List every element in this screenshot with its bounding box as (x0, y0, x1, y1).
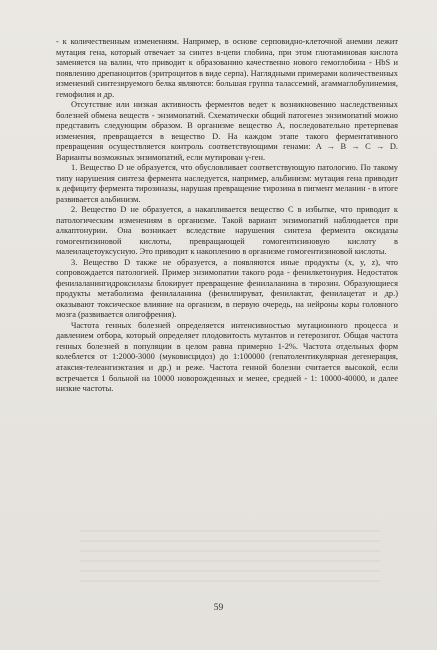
paragraph-variant-3-phenylketonuria: 3. Вещество D также не образуется, а появляются иные продукты (x, y, z), что сопровождается патологией. Пример энзимопатии такого рода - фенилкетонурия. Недостаток фенилаланингидроксилазы блокирует превращение фенилаланина в тирозин. Образующиеся продукты метаболизма фенилаланина (фенилпируват, фенилактат, фенилацетат и др.) оказывают токсическое влияние на организм, в первую очередь, на нейроны коры головного мозга (развивается олигофрения). (56, 257, 398, 320)
paragraph-variant-1-albinism: 1. Вещество D не образуется, что обусловливает соответствующую патологию. По такому типу нарушения синтеза фермента наследуется, например, альбинизм: мутация гена приводит к дефициту фермента тирозиназы, нарушая превращение тирозина в пигмент меланин - в итоге развивается альбинизм. (56, 163, 398, 204)
paragraph-hemoglobin-continuation: - к количественным изменениям. Например, в основе серповидно-клеточной анемии лежит мутация гена, который отвечает за синтез в-цепи глобина, при этом глютаминовая кислота заменяется на валин, что приводит к образованию качественно нового гемоглобина - HbS и появлению дрепаноцитов (эритроцитов в виде серпа). Наглядными примерами количественных изменений синтезируемого белка являются: большая группа талассемий, агаммаглобулинемия, гемофилия и др. (56, 37, 398, 99)
body-text (56, 37, 398, 395)
page-number: 59 (213, 603, 224, 613)
bleed-through-shadow (80, 530, 380, 590)
paragraph-variant-2-alkaptonuria: 2. Вещество D не образуется, а накапливается вещество С в избытке, что приводит к патологическим изменениям в организме. Такой вариант энзимопатий наблюдается при алкаптонурии. Она возникает вследствие нарушения синтеза фермента оксидазы гомогентизиновой кислоты, превращающей гомогентизиновую кислоту в малеилацетоуксусную. Это приводит к накоплению в организме гомогентизиновой кислоты. (56, 205, 398, 257)
paragraph-enzymopathies-intro: Отсутствие или низкая активность ферментов ведет к возникновению наследственных болезней обмена веществ - энзимопатий. Схематически общий патогенез энзимопатий можно представить следующим образом. В организме вещество А, последовательно претерпевая изменения, превращается в вещество D. На каждом этапе такого ферментативного превращения осуществляется контроль соответствующими генами: A → B → C → D. Варианты возможных энзимопатий, если мутирован γ-ген. (56, 100, 398, 162)
paragraph-gene-disease-frequency: Частота генных болезней определяется интенсивностью мутационного процесса и давлением отбора, который определяет плодовитость мутантов и гетерозигот. Общая частота генных болезней в популяции в целом равна примерно 1-2%. Частота отдельных форм колеблется от 1:2000-3000 (муковисцидоз) до 1:100000 (гепатолентикулярная дегенерация, атаксия-телеангиэктазия и др.) и реже. Частота генной болезни считается высокой, если встречается 1 больной на 10000 новорожденных и менее, средней - 1: 10000-40000, и далее низкие частоты. (56, 320, 398, 394)
